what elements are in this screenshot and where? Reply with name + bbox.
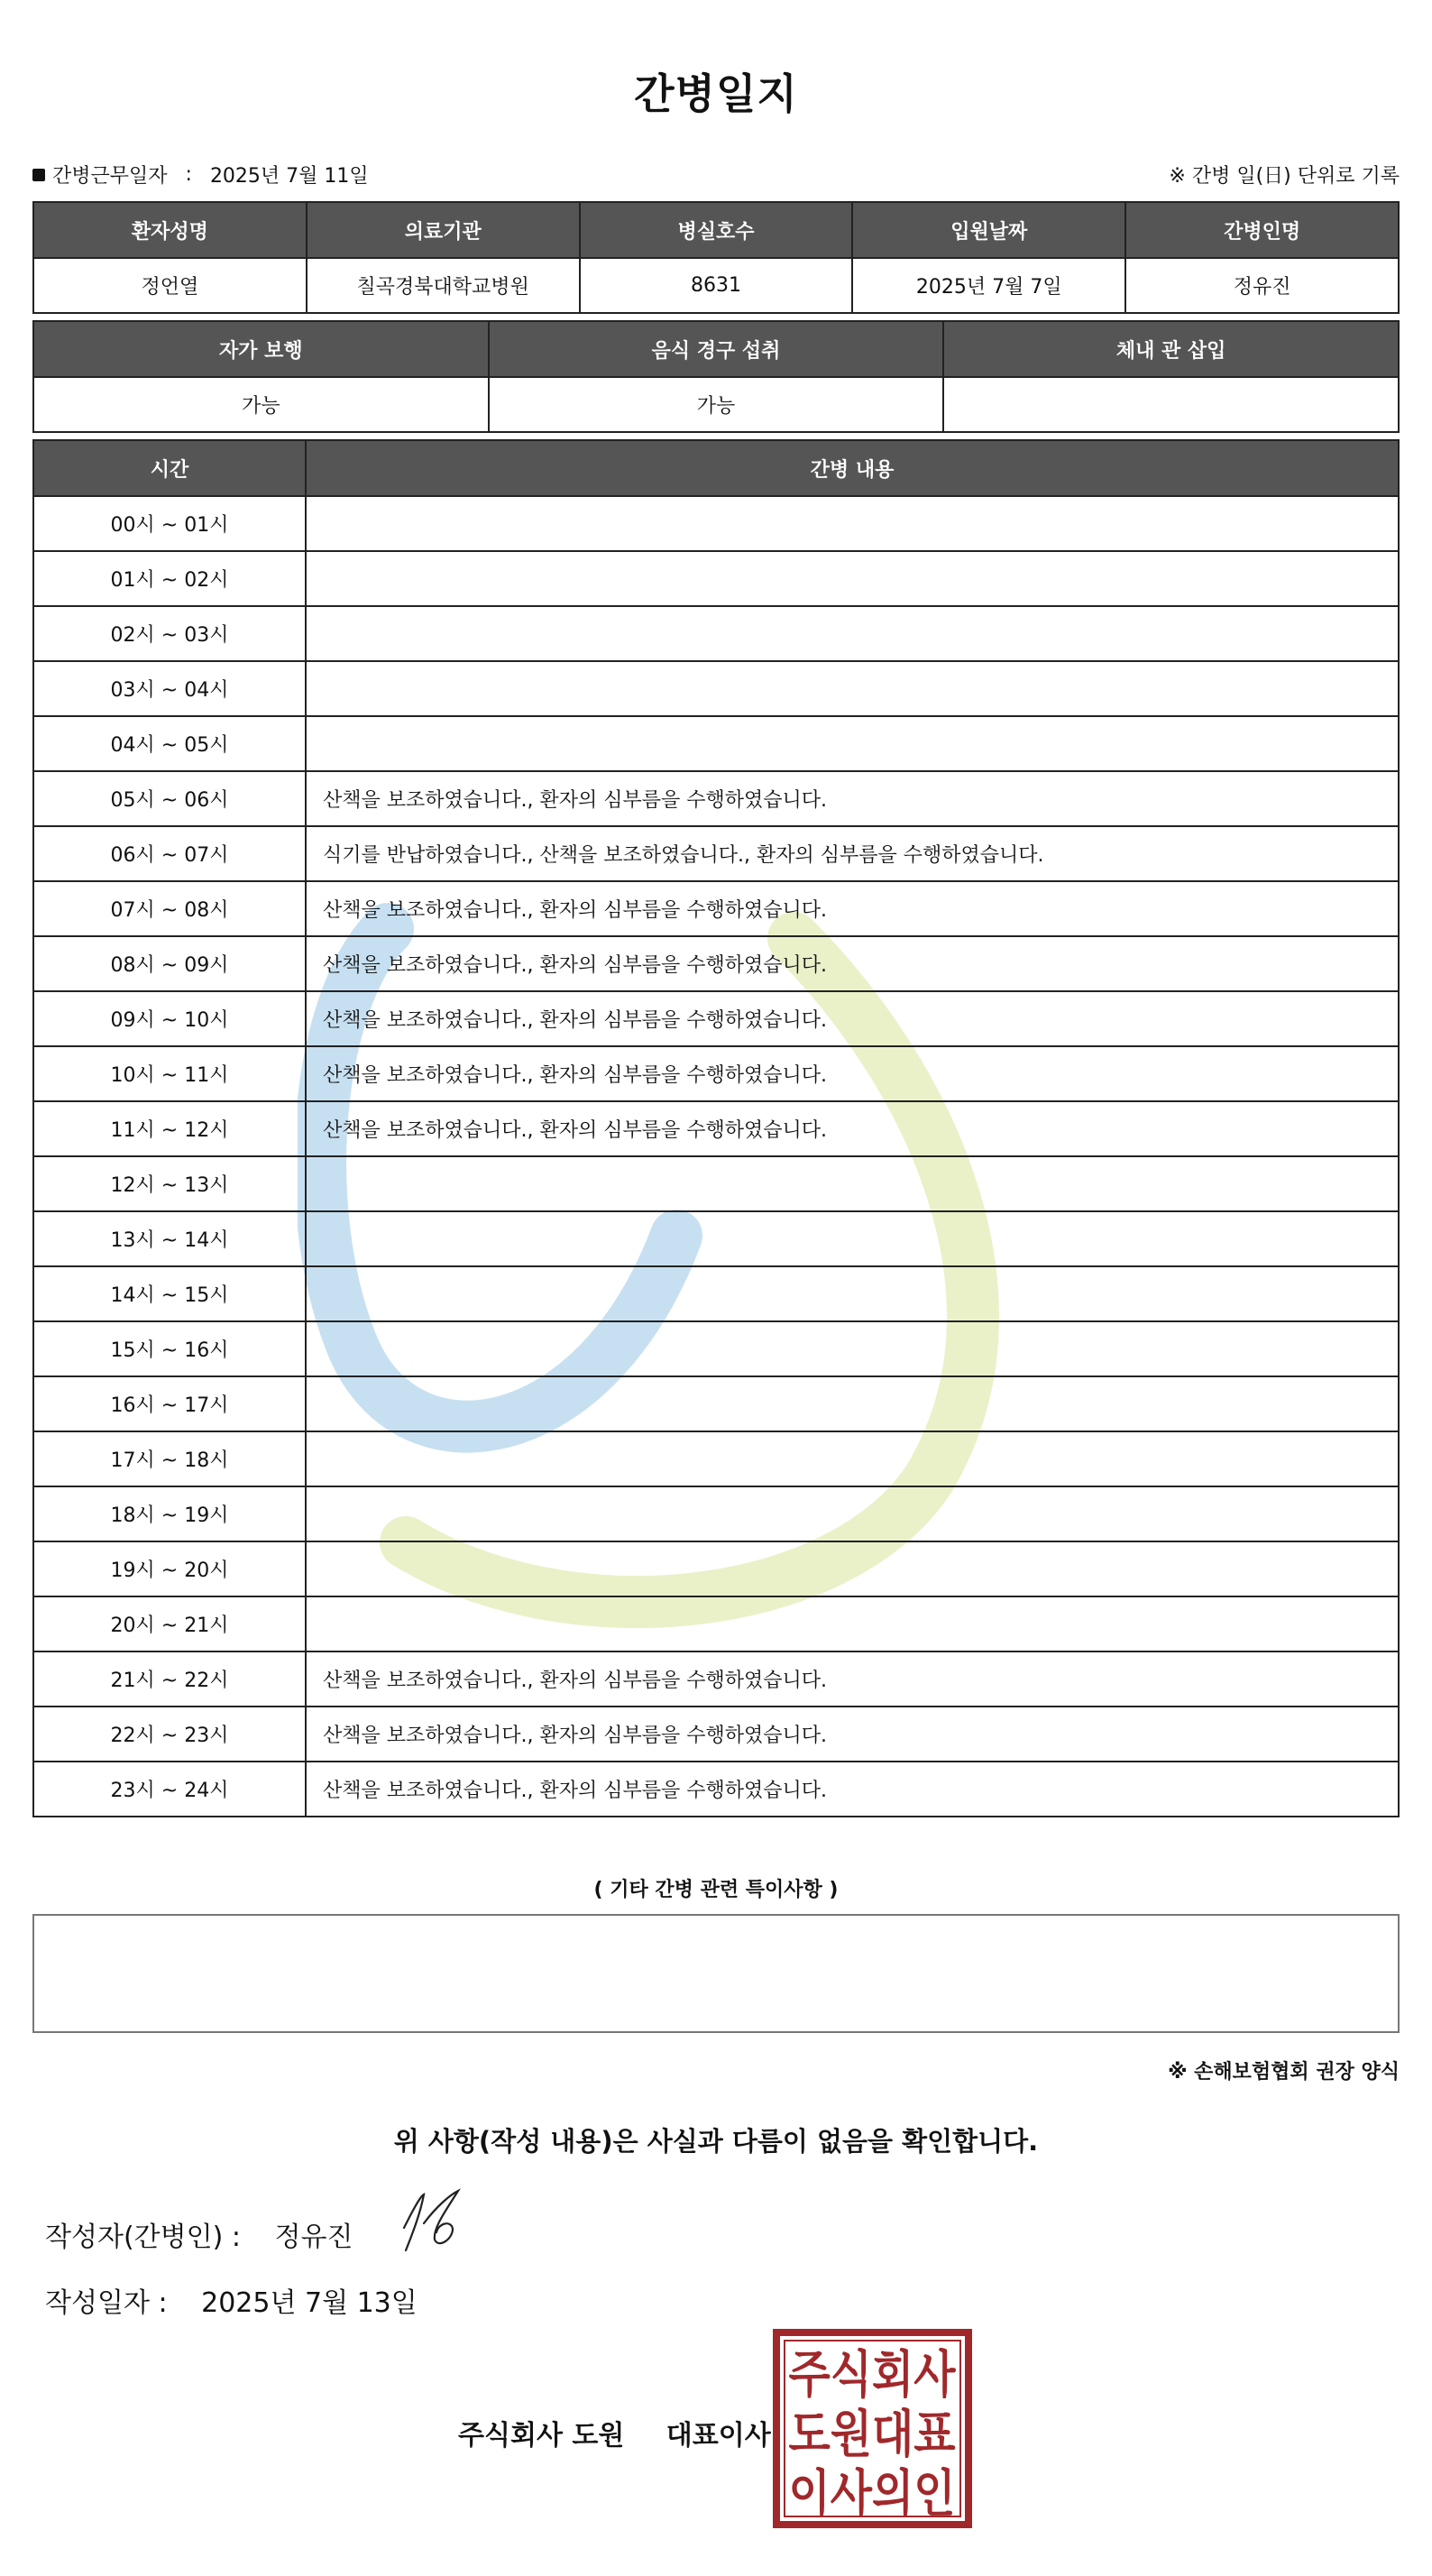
signature xyxy=(397,2187,469,2255)
self-walking-value: 가능 xyxy=(33,377,489,432)
time-slot: 21시 ~ 22시 xyxy=(33,1651,306,1707)
care-content xyxy=(306,1156,1399,1211)
work-date-separator: : xyxy=(185,163,192,186)
time-slot: 02시 ~ 03시 xyxy=(33,606,306,661)
form-source-note: ※ 손해보험협회 권장 양식 xyxy=(1168,2061,1400,2084)
document-title: 간병일지 xyxy=(634,69,798,118)
confirmation-statement: 위 사항(작성 내용)은 사실과 다름이 없음을 확인합니다. xyxy=(393,2126,1039,2157)
table-row xyxy=(33,1596,1399,1651)
seal-line: 이사의인 xyxy=(788,2465,956,2524)
table-row xyxy=(33,1431,1399,1486)
care-content xyxy=(306,551,1399,606)
record-unit-note: ※ 간병 일(日) 단위로 기록 xyxy=(1169,165,1400,188)
care-content xyxy=(306,1321,1399,1376)
table-row xyxy=(33,496,1399,551)
table-row xyxy=(33,1707,1399,1762)
table-row xyxy=(33,1211,1399,1266)
table-row xyxy=(33,1651,1399,1707)
time-slot: 18시 ~ 19시 xyxy=(33,1486,306,1541)
table-row xyxy=(33,771,1399,826)
company-name: 주식회사 도원 xyxy=(458,2420,625,2452)
admission-date: 2025년 7월 7일 xyxy=(852,258,1125,313)
written-date-label: 작성일자 : xyxy=(45,2287,168,2319)
table-row xyxy=(33,1541,1399,1596)
header-patient-name: 환자성명 xyxy=(33,202,307,258)
header-hospital: 의료기관 xyxy=(307,202,580,258)
seal-line: 주식회사 xyxy=(788,2346,957,2405)
time-slot: 11시 ~ 12시 xyxy=(33,1101,306,1156)
table-row xyxy=(33,606,1399,661)
care-content xyxy=(306,1431,1399,1486)
care-content: 식기를 반납하였습니다., 산책을 보조하였습니다., 환자의 심부름을 수행하였습니다. xyxy=(306,826,1399,881)
table-row xyxy=(33,826,1399,881)
care-content: 산책을 보조하였습니다., 환자의 심부름을 수행하였습니다. xyxy=(306,991,1399,1046)
care-content xyxy=(306,1596,1399,1651)
header-self-walking: 자가 보행 xyxy=(33,321,489,377)
care-content: 산책을 보조하였습니다., 환자의 심부름을 수행하였습니다. xyxy=(306,936,1399,991)
time-slot: 19시 ~ 20시 xyxy=(33,1541,306,1596)
seal-line: 도원대표 xyxy=(788,2406,956,2464)
table-row xyxy=(33,881,1399,936)
written-date-line xyxy=(45,2280,418,2320)
time-slot: 22시 ~ 23시 xyxy=(33,1707,306,1762)
time-slot: 03시 ~ 04시 xyxy=(33,661,306,716)
room-number: 8631 xyxy=(580,258,853,313)
time-slot: 08시 ~ 09시 xyxy=(33,936,306,991)
time-slot: 01시 ~ 02시 xyxy=(33,551,306,606)
patient-name: 정언열 xyxy=(33,258,307,313)
written-date-value: 2025년 7월 13일 xyxy=(201,2287,418,2319)
care-content: 산책을 보조하였습니다., 환자의 심부름을 수행하였습니다. xyxy=(306,1762,1399,1817)
tube-insertion-value xyxy=(943,377,1399,432)
care-content xyxy=(306,606,1399,661)
care-content: 산책을 보조하였습니다., 환자의 심부름을 수행하였습니다. xyxy=(306,1046,1399,1101)
care-content xyxy=(306,716,1399,771)
care-content xyxy=(306,496,1399,551)
header-care-content: 간병 내용 xyxy=(306,440,1399,496)
table-row xyxy=(33,661,1399,716)
care-content: 산책을 보조하였습니다., 환자의 심부름을 수행하였습니다. xyxy=(306,881,1399,936)
patient-info-table xyxy=(32,201,1400,314)
time-slot: 05시 ~ 06시 xyxy=(33,771,306,826)
time-slot: 06시 ~ 07시 xyxy=(33,826,306,881)
company-line xyxy=(458,2413,771,2452)
company-role: 대표이사 xyxy=(666,2420,771,2452)
header-room-number: 병실호수 xyxy=(580,202,853,258)
caregiver-name: 정유진 xyxy=(1125,258,1399,313)
oral-intake-value: 가능 xyxy=(489,377,944,432)
time-slot: 07시 ~ 08시 xyxy=(33,881,306,936)
table-row xyxy=(33,936,1399,991)
care-content xyxy=(306,1376,1399,1431)
time-slot: 13시 ~ 14시 xyxy=(33,1211,306,1266)
table-row xyxy=(33,551,1399,606)
work-date-value: 2025년 7월 11일 xyxy=(209,165,369,188)
table-row xyxy=(33,1046,1399,1101)
time-slot: 04시 ~ 05시 xyxy=(33,716,306,771)
time-slot: 17시 ~ 18시 xyxy=(33,1431,306,1486)
special-notes-label: ( 기타 간병 관련 특이사항 ) xyxy=(593,1879,839,1901)
writer-line xyxy=(45,2214,353,2254)
bullet-icon xyxy=(32,169,45,181)
table-row xyxy=(33,1376,1399,1431)
table-row xyxy=(33,1266,1399,1321)
care-content: 산책을 보조하였습니다., 환자의 심부름을 수행하였습니다. xyxy=(306,1101,1399,1156)
header-oral-intake: 음식 경구 섭취 xyxy=(489,321,944,377)
care-content xyxy=(306,1211,1399,1266)
writer-label: 작성자(간병인) : xyxy=(45,2222,241,2253)
table-row xyxy=(33,991,1399,1046)
hospital: 칠곡경북대학교병원 xyxy=(307,258,580,313)
time-slot: 23시 ~ 24시 xyxy=(33,1762,306,1817)
header-caregiver-name: 간병인명 xyxy=(1125,202,1399,258)
care-content xyxy=(306,1486,1399,1541)
time-slot: 14시 ~ 15시 xyxy=(33,1266,306,1321)
work-date-label: 간병근무일자 xyxy=(52,165,168,188)
time-slot: 20시 ~ 21시 xyxy=(33,1596,306,1651)
care-log-table xyxy=(32,439,1400,1817)
special-notes-box xyxy=(32,1914,1400,2033)
care-content: 산책을 보조하였습니다., 환자의 심부름을 수행하였습니다. xyxy=(306,1707,1399,1762)
table-row xyxy=(33,1762,1399,1817)
care-content: 산책을 보조하였습니다., 환자의 심부름을 수행하였습니다. xyxy=(306,1651,1399,1707)
care-content xyxy=(306,1266,1399,1321)
care-content xyxy=(306,1541,1399,1596)
table-row xyxy=(33,1486,1399,1541)
time-slot: 12시 ~ 13시 xyxy=(33,1156,306,1211)
care-content xyxy=(306,661,1399,716)
header-time: 시간 xyxy=(33,440,306,496)
work-date-line xyxy=(32,161,369,189)
table-row xyxy=(33,1101,1399,1156)
header-admission-date: 입원날짜 xyxy=(852,202,1125,258)
writer-name: 정유진 xyxy=(274,2222,353,2253)
company-seal xyxy=(771,2327,974,2530)
table-row xyxy=(33,716,1399,771)
time-slot: 16시 ~ 17시 xyxy=(33,1376,306,1431)
care-content: 산책을 보조하였습니다., 환자의 심부름을 수행하였습니다. xyxy=(306,771,1399,826)
table-row xyxy=(33,1156,1399,1211)
time-slot: 09시 ~ 10시 xyxy=(33,991,306,1046)
table-row xyxy=(33,1321,1399,1376)
time-slot: 00시 ~ 01시 xyxy=(33,496,306,551)
patient-status-table xyxy=(32,320,1400,433)
time-slot: 10시 ~ 11시 xyxy=(33,1046,306,1101)
header-tube-insertion: 체내 관 삽입 xyxy=(943,321,1399,377)
time-slot: 15시 ~ 16시 xyxy=(33,1321,306,1376)
